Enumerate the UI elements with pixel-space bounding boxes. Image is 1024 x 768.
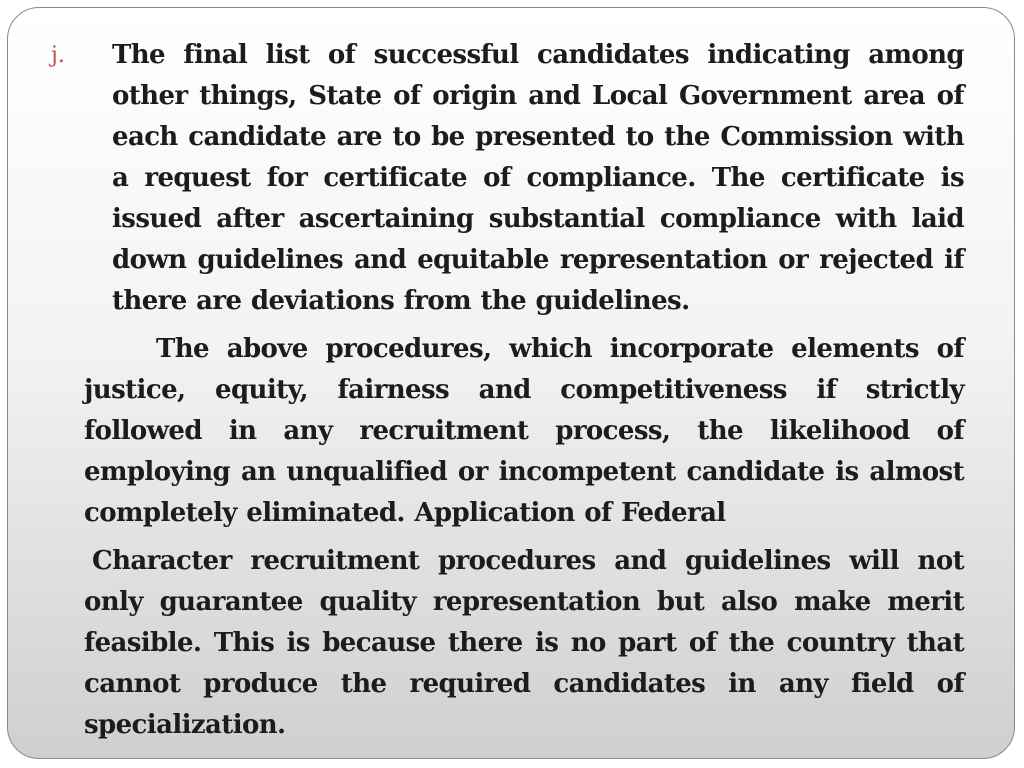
- paragraph-procedures: The above procedures, which incorporate elements of justice, equity, fairness and competitiveness if strictly followed in any recruitment process, the likelihood of employing an unqualified or incompetent candidate is almost completely eliminated. Application of Federal: [84, 334, 964, 528]
- slide-frame: [7, 7, 1015, 759]
- list-item-text: The final list of successful candidates indicating among other things, State of origin and Local Government area of each candidate are to be presented to the Commission with a request for certificate of compliance. The certificate is issued after ascertaining substantial compliance with laid down guidelines and equitable representation or rejected if there are deviations from the guidelines.: [112, 40, 964, 316]
- list-item-marker: j.: [51, 43, 65, 68]
- paragraph-federal-character: Character recruitment procedures and guidelines will not only guarantee quality representation but also make merit feasible. This is because there is no part of the country that cannot produce the required candidates in any field of specialization.: [84, 546, 964, 740]
